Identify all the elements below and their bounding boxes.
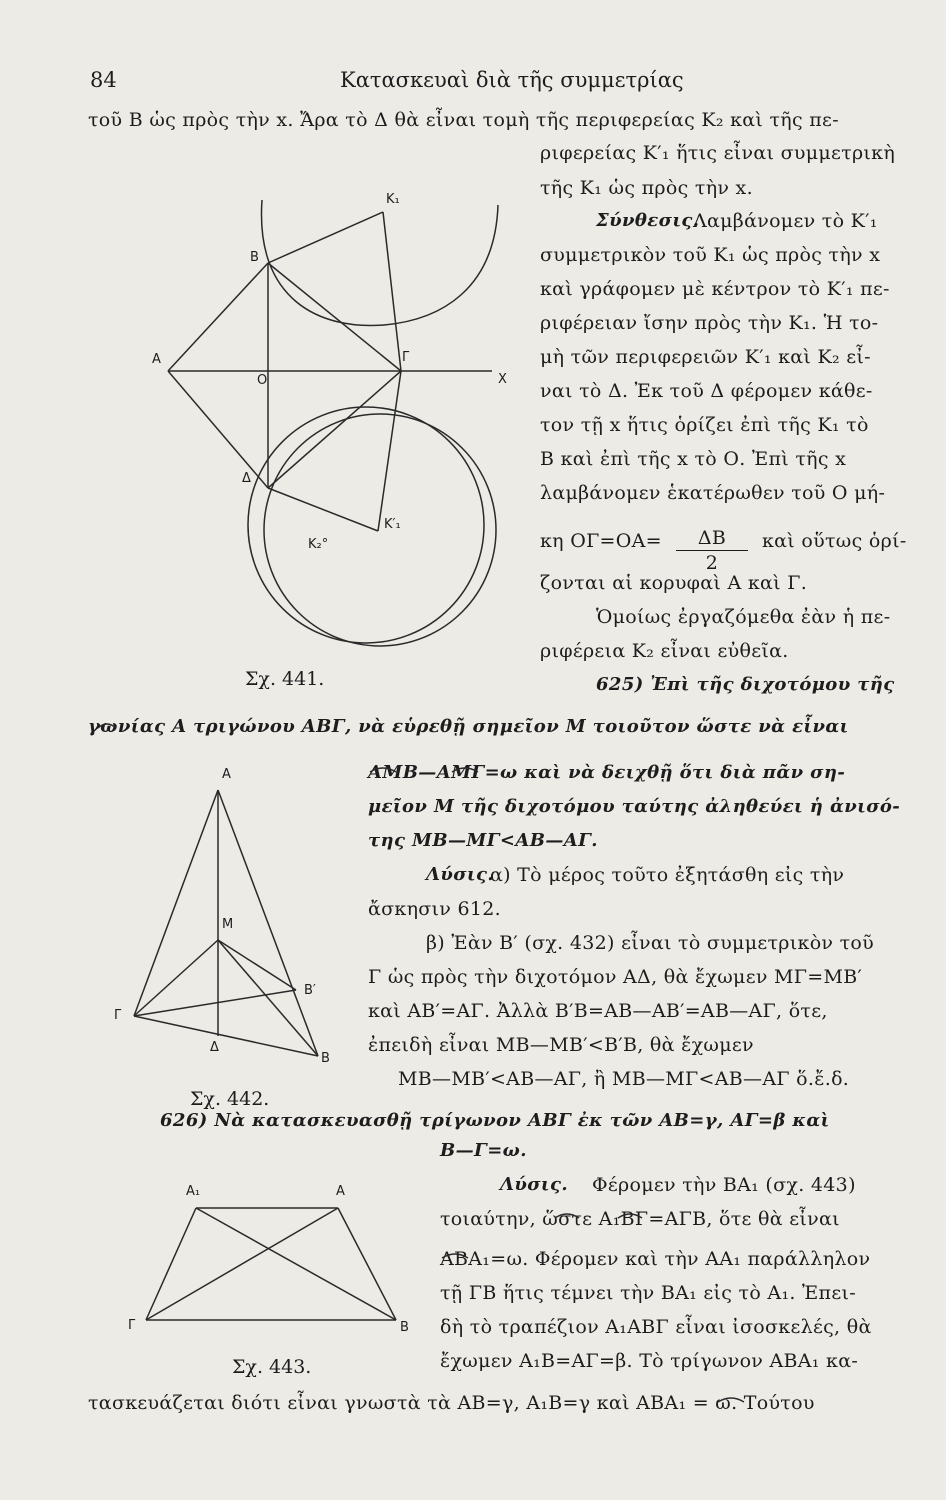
fraction-denominator: 2 — [705, 552, 719, 574]
line-D-K1p — [268, 488, 378, 531]
figure-label: Δ — [210, 1040, 219, 1055]
text-line: Β καὶ ἐπὶ τῆς x τὸ Ο. Ἐπὶ τῆς x — [540, 448, 847, 470]
text-line: Λύσις. — [500, 1174, 569, 1195]
figure-label: Α₁ — [186, 1184, 201, 1199]
figure-label: K′₁ — [384, 517, 401, 532]
text-line: γωνίας Α τριγώνου ΑΒΓ, νὰ εὑρεθῇ σημεῖον Μ τοιοῦτον ὥστε νὰ εἶναι — [88, 716, 849, 737]
text-line: ζονται αἱ κορυφαὶ Α καὶ Γ. — [540, 572, 808, 594]
figure-label: Β′ — [304, 983, 316, 998]
figure-label: Β — [400, 1320, 409, 1335]
line-G-A1 — [146, 1208, 196, 1320]
text-line: τοῦ Β ὡς πρὸς τὴν x. Ἄρα τὸ Δ θὰ εἶναι τομὴ τῆς περιφερείας K₂ καὶ τῆς πε- — [88, 109, 839, 131]
line-G-K1p — [378, 371, 401, 531]
text-line: Γ ὡς πρὸς τὴν διχοτόμον ΑΔ, θὰ ἔχωμεν ΜΓ=ΜΒ′ — [368, 966, 863, 988]
caption-fig-443: Σχ. 443. — [232, 1356, 312, 1378]
figure-label: Β — [321, 1051, 330, 1066]
text-line: ἐπειδὴ εἶναι ΜΒ—ΜΒ′<Β′Β, θὰ ἔχωμεν — [368, 1034, 754, 1056]
text-line: τασκευάζεται διότι εἶναι γνωστὰ τὰ ΑΒ=γ, Α₁Β=γ καὶ ΑΒΑ₁ = ω. Τούτου — [88, 1392, 815, 1414]
text-line: β) Ἐὰν Β′ (σχ. 432) εἶναι τὸ συμμετρικὸν τοῦ — [426, 932, 875, 954]
text-line: καὶ γράφομεν μὲ κέντρον τὸ K′₁ πε- — [540, 278, 890, 300]
figure-label: Α — [336, 1184, 345, 1199]
figure-441 — [168, 200, 498, 646]
text-line: τῆς K₁ ὡς πρὸς τὴν x. — [540, 177, 753, 199]
figure-label: K₂° — [308, 537, 329, 552]
text-line: ριφερείας K′₁ ἥτις εἶναι συμμετρικὴ — [540, 142, 896, 164]
text-line: τον τῇ x ἥτις ὁρίζει ἐπὶ τῆς K₁ τὸ — [540, 414, 869, 436]
angle-hat-A1BG — [555, 1214, 579, 1218]
angle-hat-ABA1 — [442, 1254, 468, 1258]
text-line: δὴ τὸ τραπέζιον Α₁ΑΒΓ εἶναι ἰσοσκελές, θὰ — [440, 1316, 872, 1338]
text-line: ΜΒ—ΜΒ′<ΑΒ—ΑΓ, ἢ ΜΒ—ΜΓ<ΑΒ—ΑΓ ὅ.ἔ.δ. — [398, 1068, 850, 1090]
text-line: 626) Νὰ κατασκευασθῇ τρίγωνον ΑΒΓ ἐκ τῶν ΑΒ=γ, ΑΓ=β καὶ — [160, 1110, 830, 1131]
angle-hat-ABA1-last — [718, 1398, 744, 1402]
figure-label: Α — [152, 352, 161, 367]
text-line: καὶ ΑΒ′=ΑΓ. Ἀλλὰ Β′Β=ΑΒ—ΑΒ′=ΑΒ—ΑΓ, ὅτε, — [368, 1000, 828, 1022]
figure-label: Δ — [242, 471, 251, 486]
text-line: ἔχωμεν Α₁Β=ΑΓ=β. Τὸ τρίγωνον ΑΒΑ₁ κα- — [440, 1350, 859, 1372]
angle-hat-AGB — [618, 1214, 642, 1218]
text-line: τοιαύτην, ὥστε Α₁ΒΓ=ΑΓΒ, ὅτε θὰ εἶναι — [440, 1208, 840, 1230]
line-K1-G — [383, 212, 401, 371]
running-title: Κατασκευαὶ διὰ τῆς συμμετρίας — [340, 68, 684, 92]
line-G-B — [134, 1016, 318, 1056]
line-M-B — [218, 940, 318, 1056]
line-G-D — [268, 371, 401, 488]
figure-label: Χ — [498, 372, 507, 387]
figure-label: Β — [250, 250, 259, 265]
line-B-K1 — [268, 212, 383, 263]
text-line: συμμετρικὸν τοῦ K₁ ὡς πρὸς τὴν x — [540, 244, 881, 266]
caption-fig-441: Σχ. 441. — [245, 668, 325, 690]
line-A-G — [134, 790, 218, 1016]
angle-marks — [98, 724, 744, 1402]
text-line: ριφέρεια K₂ εἶναι εὐθεῖα. — [540, 640, 789, 662]
figure-label: Μ — [222, 917, 234, 932]
page-number: 84 — [90, 68, 117, 92]
figure-label: K₁ — [386, 192, 400, 207]
figure-label: Α — [222, 767, 231, 782]
text-line: Λαμβάνομεν τὸ K′₁ — [693, 210, 878, 232]
text-line: ΑΒΑ₁=ω. Φέρομεν καὶ τὴν ΑΑ₁ παράλληλον — [440, 1248, 871, 1270]
text-line: της ΜΒ—ΜΓ<ΑΒ—ΑΓ. — [368, 830, 598, 851]
angle-hat-A — [98, 724, 116, 728]
caption-fig-442: Σχ. 442. — [190, 1088, 270, 1110]
figure-label: Γ — [402, 350, 410, 365]
text-line: α) Τὸ μέρος τοῦτο ἐξητάσθη εἰς τὴν — [490, 864, 845, 886]
figure-label: Γ — [128, 1318, 136, 1333]
text-line: 625) Ἐπὶ τῆς διχοτόμου τῆς — [596, 674, 895, 695]
line-A-B — [168, 263, 268, 371]
text-line: τῇ ΓΒ ἥτις τέμνει τὴν ΒΑ₁ εἰς τὸ Α₁. Ἐπει- — [440, 1282, 856, 1304]
text-line: Φέρομεν τὴν ΒΑ₁ (σχ. 443) — [592, 1174, 856, 1196]
text-line: καὶ οὕτως ὁρί- — [762, 530, 907, 552]
text-line: μεῖον Μ τῆς διχοτόμου ταύτης ἀληθεύει ἡ ἀνισό- — [368, 796, 901, 817]
angle-hat-AMB — [370, 768, 396, 772]
text-line: μὴ τῶν περιφερειῶν K′₁ καὶ K₂ εἶ- — [540, 346, 871, 368]
fraction-numerator: ΔΒ — [697, 527, 727, 549]
line-B-G — [268, 263, 401, 371]
text-line: Σύνθεσις. — [596, 210, 700, 231]
figure-label: Ο — [257, 373, 268, 388]
circle-K2 — [248, 407, 484, 643]
angle-hat-AMG — [452, 768, 478, 772]
text-line: λαμβάνομεν ἑκατέρωθεν τοῦ Ο μή- — [540, 482, 886, 504]
text-line: Β—Γ=ω. — [440, 1140, 527, 1161]
figure-label: Γ — [114, 1008, 122, 1023]
line-A-D — [168, 371, 268, 488]
text-line: ναι τὸ Δ. Ἐκ τοῦ Δ φέρομεν κάθε- — [540, 380, 873, 402]
line-G-A — [146, 1208, 338, 1320]
text-line: ριφέρειαν ἴσην πρὸς τὴν K₁. Ἡ το- — [540, 312, 879, 334]
text-line: Λύσις. — [426, 864, 495, 885]
figure-443 — [146, 1208, 396, 1320]
text-line: ἄσκησιν 612. — [368, 898, 501, 920]
arc-circle-K1 — [261, 200, 498, 326]
line-B-A1 — [196, 1208, 396, 1320]
circle-K1-prime — [264, 414, 496, 646]
text-line: ΑΜΒ—ΑΜΓ=ω καὶ νὰ δειχθῇ ὅτι διὰ πᾶν ση- — [368, 762, 846, 783]
text-line: κη ΟΓ=ΟΑ= — [540, 530, 662, 552]
text-line: Ὁμοίως ἐργαζόμεθα ἐὰν ἡ πε- — [596, 606, 891, 628]
